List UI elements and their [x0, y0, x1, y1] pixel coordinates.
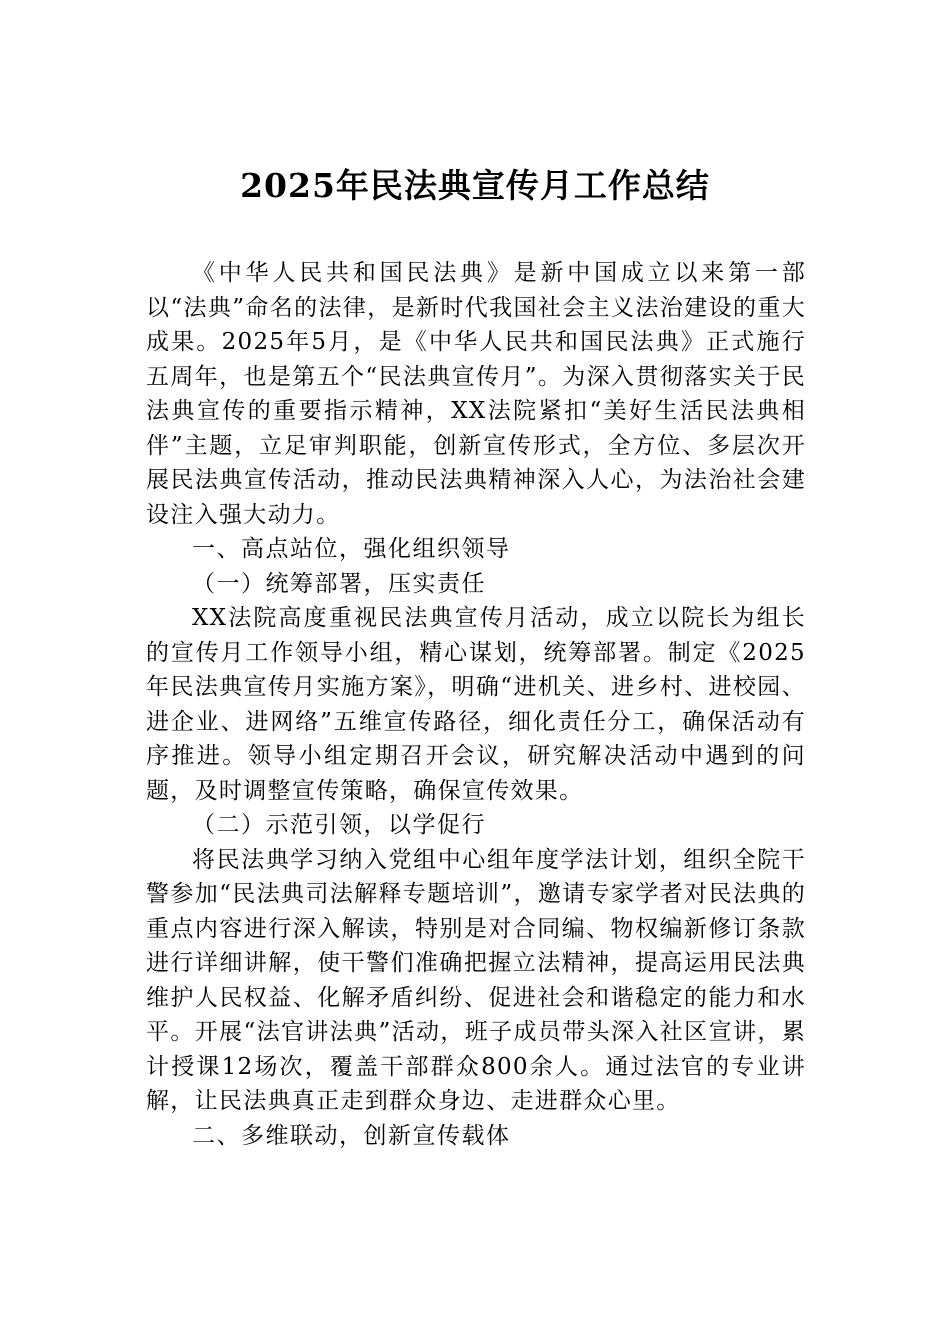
document-title: 2025年民法典宣传月工作总结	[240, 166, 710, 205]
intro-paragraph: 《中华人民共和国民法典》是新中国成立以来第一部以“法典”命名的法律，是新时代我国社会主义法治建设的重大成果。2025年5月，是《中华人民共和国民法典》正式施行五周年，也是第五个“民法典宣传月”。为深入贯彻落实关于民法典宣传的重要指示精神，XX法院紧扣“美好生活民法典相伴”主题，立足审判职能，创新宣传形式，全方位、多层次开展民法典宣传活动，推动民法典精神深入人心，为法治社会建设注入强大动力。	[146, 260, 806, 528]
subsection-heading-1-2: （二）示范引领，以学促行	[192, 812, 486, 838]
document-body	[146, 256, 806, 1153]
section-heading-2: 二、多维联动，创新宣传载体	[192, 1122, 511, 1149]
section-heading-1: 一、高点站位，强化组织领导	[192, 536, 511, 562]
subsection-paragraph-1-1: XX法院高度重视民法典宣传月活动，成立以院长为组长的宣传月工作领导小组，精心谋划，统筹部署。制定《2025年民法典宣传月实施方案》，明确“进机关、进乡村、进校园、进企业、进网络”五维宣传路径，细化责任分工，确保活动有序推进。领导小组定期召开会议，研究解决活动中遇到的问题，及时调整宣传策略，确保宣传效果。	[146, 605, 806, 804]
subsection-paragraph-1-2: 将民法典学习纳入党组中心组年度学法计划，组织全院干警参加“民法典司法解释专题培训”，邀请专家学者对民法典的重点内容进行深入解读，特别是对合同编、物权编新修订条款进行详细讲解，使干警们准确把握立法精神，提高运用民法典维护人民权益、化解矛盾纠纷、促进社会和谐稳定的能力和水平。开展“法官讲法典”活动，班子成员带头深入社区宣讲，累计授课12场次，覆盖干部群众800余人。通过法官的专业讲解，让民法典真正走到群众身边、走进群众心里。	[146, 846, 806, 1114]
subsection-heading-1-1: （一）统筹部署，压实责任	[192, 570, 486, 597]
